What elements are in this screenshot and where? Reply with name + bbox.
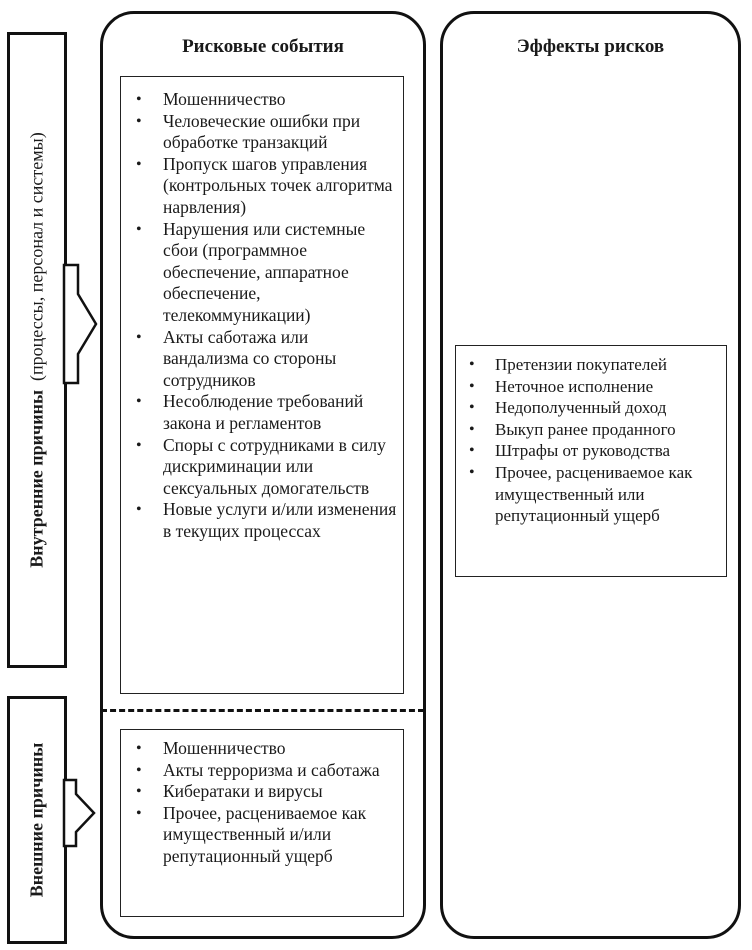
list-item: • Новые услуги и/или изменения в текущих процессах	[121, 499, 403, 542]
list-item: • Акты саботажа или вандализма со стороны сотрудников	[121, 327, 403, 392]
external-causes-label	[27, 743, 48, 898]
internal-events-list-box	[120, 76, 404, 694]
list-item: • Человеческие ошибки при обработке транзакций	[121, 111, 403, 154]
list-item: • Претензии покупателей	[456, 354, 726, 376]
list-item: • Штрафы от руководства	[456, 440, 726, 462]
internal-arrow-icon	[64, 265, 104, 383]
list-item: • Кибератаки и вирусы	[121, 781, 403, 803]
list-item: • Выкуп ранее проданного	[456, 419, 726, 441]
list-item: • Акты терроризма и саботажа	[121, 760, 403, 782]
dashed-divider	[101, 709, 424, 712]
list-item: • Споры с сотрудниками в силу дискриминации или сексуальных домогательств	[121, 435, 403, 500]
internal-causes-title: Внутренние причины	[26, 389, 47, 568]
internal-events-list	[121, 77, 403, 542]
internal-causes-subtitle: (процессы, персонал и системы)	[26, 132, 47, 381]
list-item: • Мошенничество	[121, 89, 403, 111]
external-arrow-icon	[64, 780, 104, 846]
risk-effects-list	[456, 346, 726, 527]
external-causes-title: Внешние причины	[26, 742, 47, 898]
external-events-list	[121, 730, 403, 868]
list-item: • Нарушения или системные сбои (программное обеспечение, аппаратное обеспечение, телекоммуникации)	[121, 219, 403, 327]
list-item: • Пропуск шагов управления (контрольных точек алгоритма нарвления)	[121, 154, 403, 219]
risk-effects-title: Эффекты рисков	[516, 36, 665, 57]
list-item: • Прочее, расцениваемое как имущественный или репутационный ущерб	[456, 462, 726, 527]
external-events-list-box	[120, 729, 404, 917]
list-item: • Мошенничество	[121, 738, 403, 760]
risk-effects-list-box	[455, 345, 727, 577]
risk-events-title: Рисковые события	[182, 36, 344, 57]
list-item: • Прочее, расцениваемое как имущественный и/или репутационный ущерб	[121, 803, 403, 868]
list-item: • Недополученный доход	[456, 397, 726, 419]
internal-causes-box	[7, 32, 67, 668]
internal-causes-label	[27, 132, 48, 567]
external-causes-box	[7, 696, 67, 944]
list-item: • Несоблюдение требований закона и регламентов	[121, 391, 403, 434]
list-item: • Неточное исполнение	[456, 376, 726, 398]
